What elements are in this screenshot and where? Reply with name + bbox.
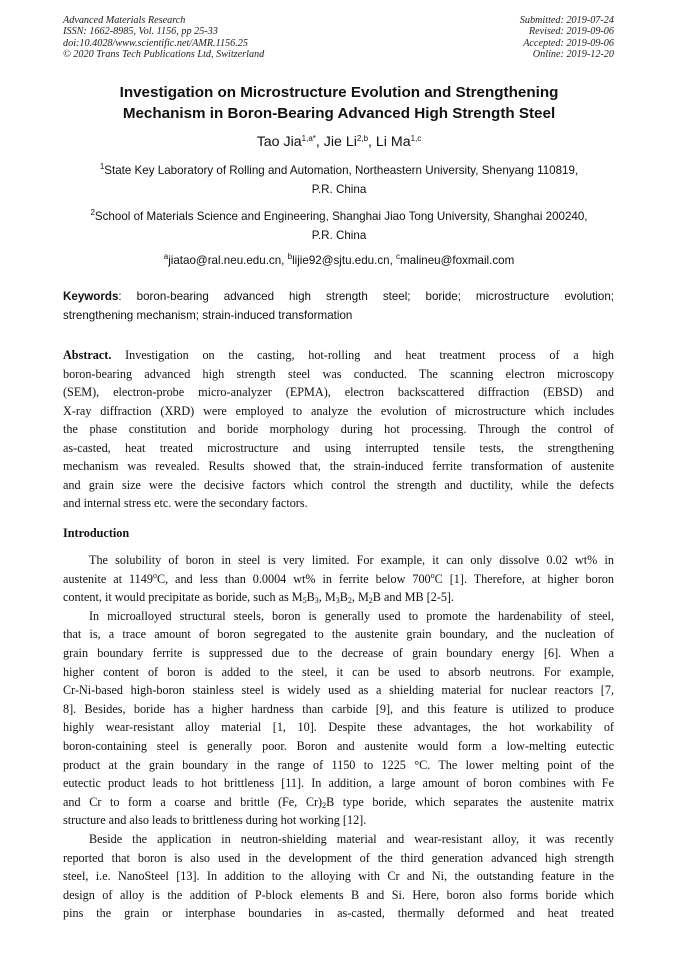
body-line: pins the grain or interphase boundaries in as-casted, thermally deformed and heat treated xyxy=(63,906,614,921)
abstract-line: mechanism was revealed. Results showed that, the strain-induced ferrite transformation of austenite xyxy=(63,459,614,473)
author-sep: , xyxy=(315,134,324,150)
affiliation-1 xyxy=(60,161,618,199)
abstract-line: Investigation on the casting, hot-rolling and heat treatment process of a high xyxy=(111,348,614,362)
body-line: In microalloyed structural steels, boron is generally used to promote the hardenability of steel, xyxy=(89,608,614,623)
abstract-line: as-casted, heat treated microstructure and using interrupted tensile tests, the strengthening xyxy=(63,440,614,455)
author-list xyxy=(60,133,618,151)
keywords-line-2: strengthening mechanism; strain-induced transformation xyxy=(63,309,353,322)
author-1: Tao Jia xyxy=(256,134,302,150)
introduction-body xyxy=(63,551,614,923)
abstract-block xyxy=(63,346,614,513)
author-2-sup: 2,b xyxy=(356,134,369,143)
body-line: grain boundary ferrite is suppressed due to the decrease of grain boundary energy [6]. When a xyxy=(63,645,614,660)
body-line: 8]. Besides, boride has a higher hardness than carbide [9], and this feature is utilized to produce xyxy=(63,701,614,716)
keywords-block xyxy=(63,287,614,325)
journal-name: Advanced Materials Research xyxy=(63,15,186,26)
abstract-label: Abstract. xyxy=(63,348,112,362)
doi[interactable]: doi:10.4028/www.scientific.net/AMR.1156.25 xyxy=(63,37,248,49)
online-date: Online: 2019-12-20 xyxy=(532,49,614,61)
abstract-line: X-ray diffraction (XRD) were employed to analyze the evolution of microstructure which includes xyxy=(63,403,614,418)
aff-2-num: 2 xyxy=(90,208,95,217)
email-c-sup: c xyxy=(396,252,401,261)
body-line: austenite at 1149$^o$C, and less than 0.0004 wt% in ferrite below 700$^o$C [1]. Therefore, at higher boron xyxy=(63,570,614,586)
body-line: highly wear-resistant alloy material [1, 10]. Despite these advantages, the hot workability of xyxy=(63,720,614,735)
body-line: reported that boron is also used in the development of the third generation advanced high strength xyxy=(63,850,614,865)
body-line: that is, a trace amount of boron segregated to the austenite grain boundary, and the nucleation of xyxy=(63,627,614,642)
section-heading-introduction: Introduction xyxy=(63,526,130,540)
issn: ISSN: 1662-8985, Vol. 1156, pp 25-33 xyxy=(63,26,218,38)
author-3: Li Ma xyxy=(375,134,411,150)
title-line-2: Mechanism in Boron-Bearing Advanced High Strength Steel xyxy=(122,104,556,122)
email-a-sup: a xyxy=(163,252,169,261)
abstract-line: and internal stress etc. were the secondary factors. xyxy=(63,496,308,510)
aff-1-num: 1 xyxy=(99,162,105,171)
title-line-1: Investigation on Microstructure Evolution and Strengthening xyxy=(119,84,559,101)
accepted-date: Accepted: 2019-09-06 xyxy=(523,37,614,49)
email-c[interactable]: malineu@foxmail.com xyxy=(400,254,515,267)
body-line: boron-containing steel is generally poor. Boron and austenite would form a low-melting eutectic xyxy=(63,738,614,753)
author-2: Jie Li xyxy=(323,134,357,150)
keywords-line-1: : boron-bearing advanced high strength steel; boride; microstructure evolution; xyxy=(118,290,614,303)
author-3-sup: 1,c xyxy=(410,134,422,143)
body-line: structure and also leads to brittleness during hot working [12]. xyxy=(63,813,367,828)
body-line: content, it would precipitate as boride, such as $M_5B_3$, $M_3B_2$, $M_2B$ and MB [2-5]. xyxy=(63,590,455,606)
body-line: The solubility of boron in steel is very limited. For example, it can only dissolve 0.02 wt% in xyxy=(89,553,614,567)
body-line: design of alloy is the addition of P-block elements B and Si. Here, boron also forms boride which xyxy=(63,887,614,902)
copyright: © 2020 Trans Tech Publications Ltd, Switzerland xyxy=(63,49,265,61)
aff-2-line-2: P.R. China xyxy=(311,229,367,242)
email-b[interactable]: lijie92@sjtu.edu.cn, xyxy=(292,254,397,267)
abstract-line: the phase constitution and boride morphology during hot processing. Through the control of xyxy=(63,422,614,436)
body-line: higher content of boron is added to the steel, it can be used to absorb neutrons. For example, xyxy=(63,664,614,679)
submitted-date: Submitted: 2019-07-24 xyxy=(519,15,614,26)
body-line: eutectic product leads to hot brittleness [11]. In addition, a large amount of boron combines with Fe xyxy=(63,776,614,791)
body-line: Cr-Ni-based high-boron stainless steel is widely used as a shielding material for nuclear reactors [7, xyxy=(63,683,614,698)
paper-title xyxy=(60,83,618,124)
journal-header xyxy=(63,15,264,61)
revised-date: Revised: 2019-09-06 xyxy=(528,26,614,38)
author-emails xyxy=(60,251,618,270)
author-sep: , xyxy=(368,134,376,150)
dates-header xyxy=(520,15,614,61)
abstract-line: boron-bearing advanced high strength steel was conducted. The scanning electron microscopy xyxy=(63,366,614,381)
body-line: steel, i.e. NanoSteel [13]. In addition to the alloying with Cr and Ni, the outstanding feature in the xyxy=(63,869,614,884)
abstract-line: and grain size were the decisive factors which control the strength and ductility, while the defects xyxy=(63,477,614,492)
aff-1-line-2: P.R. China xyxy=(311,183,367,196)
body-line: and Cr to form a coarse and brittle (Fe, $Cr)_2B$ type boride, which separates the austenite matrix xyxy=(63,794,614,810)
abstract-line: (SEM), electron-probe micro-analyzer (EPMA), electron backscattered diffraction (EBSD) and xyxy=(63,385,614,399)
email-b-sup: b xyxy=(287,252,293,261)
affiliation-2 xyxy=(60,207,618,245)
email-a[interactable]: jiatao@ral.neu.edu.cn, xyxy=(168,254,288,267)
aff-2-line-1: School of Materials Science and Engineering, Shanghai Jiao Tong University, Shanghai 200240, xyxy=(94,210,588,223)
author-1-sup: 1,a* xyxy=(301,134,316,143)
aff-1-line-1: State Key Laboratory of Rolling and Automation, Northeastern University, Shenyang 110819, xyxy=(104,164,579,177)
body-line: product at the grain boundary in the range of 1150 to 1225 °C. The lower melting point of the xyxy=(63,757,614,772)
keywords-label: Keywords xyxy=(63,290,119,303)
body-line: Beside the application in neutron-shielding material and wear-resistant alloy, it was recently xyxy=(89,831,614,846)
